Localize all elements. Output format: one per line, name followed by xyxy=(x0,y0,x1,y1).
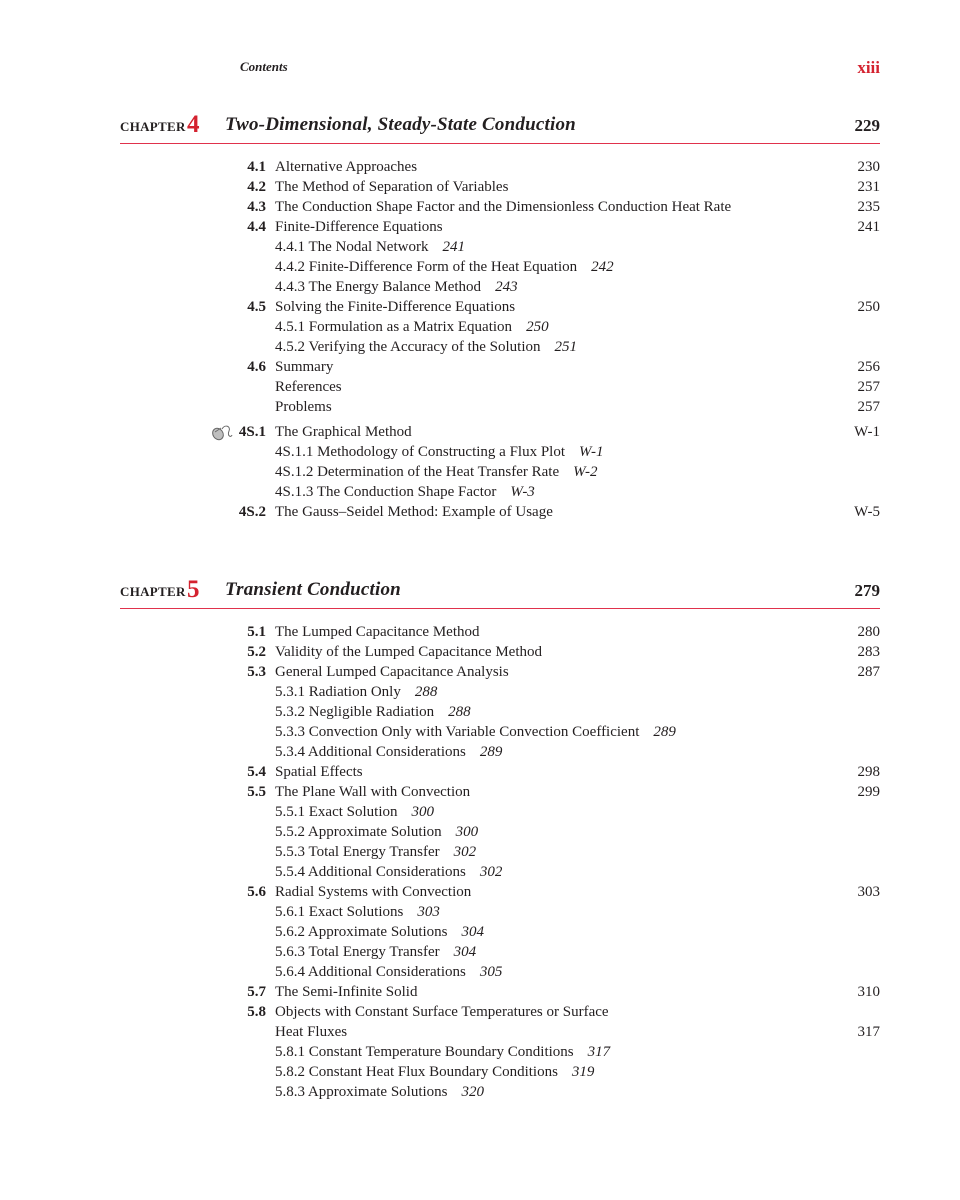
section-title-text: Objects with Constant Surface Temperatures or Surface xyxy=(275,1004,609,1020)
toc-entry xyxy=(0,822,960,842)
section-title-text: 4S.1.2 Determination of the Heat Transfer Rate xyxy=(275,464,560,480)
section-number: 4S.2 xyxy=(238,504,266,520)
inline-page-number: 317 xyxy=(587,1044,611,1060)
chapter-heading xyxy=(120,113,880,144)
section-title xyxy=(275,259,614,276)
toc-entry xyxy=(0,762,960,782)
inline-page-number: 319 xyxy=(571,1064,595,1080)
section-title xyxy=(275,1044,610,1061)
section-title-text: Problems xyxy=(275,399,332,415)
chapter-page: 279 xyxy=(854,581,880,600)
section-title xyxy=(275,664,509,681)
section-title xyxy=(275,339,577,356)
section-title xyxy=(275,179,508,196)
inline-page-number: 304 xyxy=(461,924,484,940)
section-title-text: Radial Systems with Convection xyxy=(275,884,472,900)
toc-entry xyxy=(0,1042,960,1062)
section-number: 4.6 xyxy=(247,359,266,375)
inline-page-number: 288 xyxy=(414,684,438,700)
toc-entry xyxy=(0,377,960,397)
page-number: W-5 xyxy=(854,504,880,520)
page-number: 317 xyxy=(857,1024,880,1040)
toc-entry xyxy=(0,862,960,882)
web-mouse-icon xyxy=(211,423,233,441)
section-title xyxy=(275,764,363,781)
page-number: 256 xyxy=(857,359,880,375)
section-title-text: The Lumped Capacitance Method xyxy=(275,624,480,640)
section-title-text: The Method of Separation of Variables xyxy=(275,179,509,195)
section-title-text: 4.5.2 Verifying the Accuracy of the Solution xyxy=(275,339,541,355)
section-number: 5.2 xyxy=(247,644,266,660)
section-title-text: 5.6.1 Exact Solutions xyxy=(275,904,404,920)
section-title xyxy=(275,279,518,296)
toc-entry xyxy=(0,157,960,177)
section-title xyxy=(275,299,515,316)
section-title xyxy=(275,864,502,881)
section-title xyxy=(275,399,332,416)
page-number: 299 xyxy=(857,784,880,800)
section-title xyxy=(275,824,478,841)
page-folio: xiii xyxy=(857,58,880,77)
inline-page-number: 305 xyxy=(479,964,503,980)
section-number: 5.5 xyxy=(247,784,266,800)
page-number: 280 xyxy=(857,624,880,640)
section-title xyxy=(275,1024,347,1041)
section-title xyxy=(275,239,465,256)
section-title xyxy=(275,684,437,701)
page-number: 241 xyxy=(857,219,880,235)
toc-entry xyxy=(0,782,960,802)
inline-page-number: 251 xyxy=(554,339,578,355)
section-title xyxy=(275,784,470,801)
section-title-text: 4.4.2 Finite-Difference Form of the Heat Equation xyxy=(275,259,578,275)
toc-entry xyxy=(0,682,960,702)
section-title-text: Finite-Difference Equations xyxy=(275,219,443,235)
running-head: Contents xyxy=(240,59,288,74)
section-title xyxy=(275,464,598,481)
section-number: 4.5 xyxy=(247,299,266,315)
page-number: 303 xyxy=(857,884,880,900)
inline-page-number: 302 xyxy=(479,864,503,880)
section-title-text: References xyxy=(275,379,342,395)
section-title xyxy=(275,159,417,176)
section-title-text: 4S.1.1 Methodology of Constructing a Flux Plot xyxy=(275,444,566,460)
section-title xyxy=(275,984,417,1001)
section-title-text: 5.8.3 Approximate Solutions xyxy=(275,1084,448,1100)
inline-page-number: 241 xyxy=(442,239,465,255)
inline-page-number: 300 xyxy=(411,804,434,820)
section-title-text: General Lumped Capacitance Analysis xyxy=(275,664,509,680)
section-title xyxy=(275,424,412,441)
section-title-text: 5.5.4 Additional Considerations xyxy=(275,864,466,880)
toc-entry xyxy=(0,1022,960,1042)
toc-entry xyxy=(0,922,960,942)
page-number: 310 xyxy=(857,984,880,1000)
section-title xyxy=(275,359,333,376)
section-title xyxy=(275,804,434,821)
section-number: 4.3 xyxy=(247,199,266,215)
toc-entry xyxy=(0,902,960,922)
section-title xyxy=(275,644,542,661)
section-title xyxy=(275,964,502,981)
toc-entry xyxy=(0,742,960,762)
toc-entry xyxy=(0,982,960,1002)
inline-page-number: 304 xyxy=(453,944,477,960)
toc-entry xyxy=(0,177,960,197)
section-title xyxy=(275,744,502,761)
section-number: 5.4 xyxy=(247,764,266,780)
section-title-text: 4S.1.3 The Conduction Shape Factor xyxy=(275,484,497,500)
section-number: 5.8 xyxy=(247,1004,266,1020)
inline-page-number: 300 xyxy=(455,824,479,840)
inline-page-number: 320 xyxy=(461,1084,484,1100)
section-number: 4S.1 xyxy=(238,424,266,440)
inline-page-number: W-3 xyxy=(510,484,535,500)
section-number: 5.6 xyxy=(247,884,266,900)
section-title-text: 4.5.1 Formulation as a Matrix Equation xyxy=(275,319,513,335)
section-title-text: 5.8.2 Constant Heat Flux Boundary Conditions xyxy=(275,1064,558,1080)
section-number: 4.1 xyxy=(247,159,266,175)
page-number: W-1 xyxy=(854,424,880,440)
toc-list xyxy=(0,157,960,522)
section-title-text: 5.5.3 Total Energy Transfer xyxy=(275,844,440,860)
chapter-number: 4 xyxy=(187,111,200,138)
toc-entry xyxy=(0,1082,960,1102)
page-number: 257 xyxy=(857,379,880,395)
toc-entry xyxy=(0,337,960,357)
section-title-text: 5.5.1 Exact Solution xyxy=(275,804,398,820)
section-title xyxy=(275,1084,484,1101)
chapter-title: Two-Dimensional, Steady-State Conduction xyxy=(225,114,576,135)
section-number: 5.7 xyxy=(247,984,266,1000)
section-title-text: The Plane Wall with Convection xyxy=(275,784,471,800)
section-title xyxy=(275,884,471,901)
inline-page-number: 242 xyxy=(591,259,614,275)
section-title-text: The Gauss–Seidel Method: Example of Usage xyxy=(275,504,553,520)
section-title-text: The Conduction Shape Factor and the Dimensionless Conduction Heat Rate xyxy=(275,199,732,215)
toc-entry xyxy=(0,722,960,742)
page-number: 235 xyxy=(857,199,880,215)
section-number: 5.3 xyxy=(247,664,266,680)
toc-entry xyxy=(0,462,960,482)
toc-entry xyxy=(0,962,960,982)
page-number: 231 xyxy=(857,179,880,195)
section-title-text: 4.4.3 The Energy Balance Method xyxy=(275,279,482,295)
section-title-text: 5.3.4 Additional Considerations xyxy=(275,744,466,760)
toc-entry xyxy=(0,842,960,862)
section-title xyxy=(275,199,731,216)
toc-entry xyxy=(0,702,960,722)
section-title-text: 5.6.3 Total Energy Transfer xyxy=(275,944,440,960)
toc-entry xyxy=(0,197,960,217)
toc-entry xyxy=(0,277,960,297)
section-title-text: Alternative Approaches xyxy=(275,159,418,175)
toc-entry xyxy=(0,442,960,462)
chapter-title: Transient Conduction xyxy=(225,579,401,600)
section-title-text: 5.8.1 Constant Temperature Boundary Conditions xyxy=(275,1044,574,1060)
section-title xyxy=(275,624,480,641)
section-title xyxy=(275,1004,609,1021)
section-title xyxy=(275,1064,594,1081)
inline-page-number: 250 xyxy=(526,319,549,335)
section-title xyxy=(275,724,676,741)
section-title xyxy=(275,904,440,921)
section-title-text: 5.5.2 Approximate Solution xyxy=(275,824,442,840)
page-number: 230 xyxy=(857,159,880,175)
chapter-heading xyxy=(120,578,880,609)
toc-entry xyxy=(0,642,960,662)
toc-entry xyxy=(0,237,960,257)
section-title xyxy=(275,704,471,721)
chapter-page: 229 xyxy=(854,116,880,135)
page-number: 283 xyxy=(857,644,880,660)
section-title xyxy=(275,444,603,461)
toc-entry xyxy=(0,942,960,962)
section-title-text: 5.3.1 Radiation Only xyxy=(275,684,401,700)
page-number: 287 xyxy=(857,664,880,680)
toc-entry xyxy=(0,662,960,682)
page-number: 257 xyxy=(857,399,880,415)
inline-page-number: 303 xyxy=(417,904,440,920)
chapter-label: CHAPTER xyxy=(120,119,186,134)
section-title xyxy=(275,504,553,521)
toc-entry xyxy=(0,1002,960,1022)
section-title-text: 4.4.1 The Nodal Network xyxy=(275,239,429,255)
section-title-text: The Graphical Method xyxy=(275,424,412,440)
section-number: 4.4 xyxy=(247,219,266,235)
toc-entry xyxy=(0,297,960,317)
toc-list xyxy=(0,622,960,1102)
toc-entry xyxy=(0,482,960,502)
inline-page-number: 302 xyxy=(453,844,477,860)
toc-entry xyxy=(0,397,960,417)
page-number: 298 xyxy=(857,764,880,780)
section-title-text: Solving the Finite-Difference Equations xyxy=(275,299,516,315)
inline-page-number: 288 xyxy=(448,704,471,720)
toc-entry xyxy=(0,802,960,822)
section-title xyxy=(275,484,535,501)
section-title xyxy=(275,844,476,861)
toc-entry xyxy=(0,357,960,377)
section-title-text: 5.3.3 Convection Only with Variable Convection Coefficient xyxy=(275,724,640,740)
section-title-text: 5.6.4 Additional Considerations xyxy=(275,964,466,980)
chapter-label: CHAPTER xyxy=(120,584,186,599)
section-title-text: Summary xyxy=(275,359,334,375)
section-number: 4.2 xyxy=(247,179,266,195)
inline-page-number: 289 xyxy=(479,744,503,760)
toc-entry xyxy=(0,317,960,337)
page-number: 250 xyxy=(857,299,880,315)
toc-entry xyxy=(0,882,960,902)
section-title xyxy=(275,944,476,961)
section-title-text: Spatial Effects xyxy=(275,764,363,780)
section-title-text: Validity of the Lumped Capacitance Method xyxy=(275,644,543,660)
toc-entry xyxy=(0,257,960,277)
inline-page-number: W-1 xyxy=(579,444,604,460)
chapter-number: 5 xyxy=(187,576,200,603)
inline-page-number: W-2 xyxy=(573,464,598,480)
section-title xyxy=(275,924,484,941)
toc-entry xyxy=(0,1062,960,1082)
section-title-text: 5.3.2 Negligible Radiation xyxy=(275,704,435,720)
toc-entry xyxy=(0,502,960,522)
toc-entry xyxy=(0,622,960,642)
inline-page-number: 243 xyxy=(495,279,518,295)
toc-entry xyxy=(0,217,960,237)
section-number: 5.1 xyxy=(247,624,266,640)
section-title-text: Heat Fluxes xyxy=(275,1024,348,1040)
section-title xyxy=(275,379,342,396)
section-title-text: The Semi-Infinite Solid xyxy=(275,984,418,1000)
section-title xyxy=(275,319,549,336)
section-title xyxy=(275,219,443,236)
toc-entry xyxy=(0,422,960,442)
section-title-text: 5.6.2 Approximate Solutions xyxy=(275,924,448,940)
inline-page-number: 289 xyxy=(653,724,676,740)
